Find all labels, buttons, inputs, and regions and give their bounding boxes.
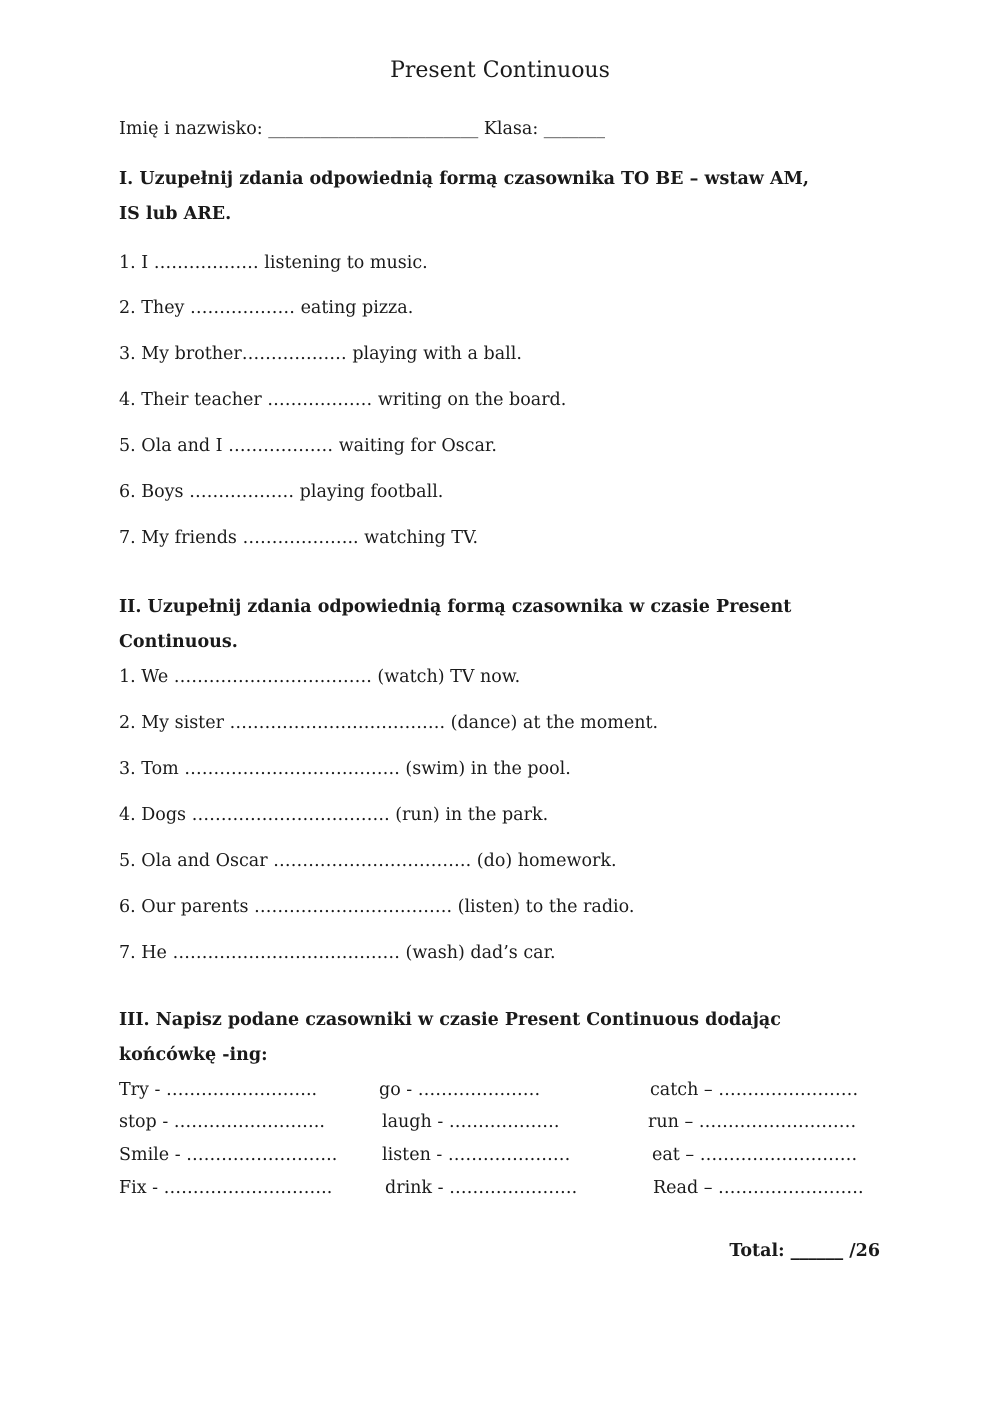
- section2-heading-line2: Continuous.: [119, 632, 238, 652]
- name-class-line: Imię i nazwisko: ________________________ Klasa: _______: [119, 119, 606, 139]
- section1-item-3: 3. My brother……………… playing with a ball.: [119, 344, 522, 364]
- verb-cell: drink - ………………….: [385, 1178, 578, 1198]
- verb-cell: Try - ……………………..: [119, 1080, 318, 1100]
- page-title: Present Continuous: [390, 58, 610, 83]
- verb-cell: eat – ………………………: [652, 1145, 858, 1165]
- verb-cell: catch – ……………………: [650, 1080, 859, 1100]
- verb-cell: Read – …………………….: [653, 1178, 864, 1198]
- section1-heading-line2: IS lub ARE.: [119, 204, 232, 224]
- section2-item-7: 7. He ………………………………… (wash) dad’s car.: [119, 943, 556, 963]
- section1-item-5: 5. Ola and I ……………… waiting for Oscar.: [119, 436, 497, 456]
- section3-heading-line2: końcówkę -ing:: [119, 1045, 268, 1065]
- section2-item-3: 3. Tom ………………………………. (swim) in the pool.: [119, 759, 571, 779]
- verb-cell: go - …………………: [379, 1080, 541, 1100]
- section2-item-5: 5. Ola and Oscar ……………………………. (do) homework.: [119, 851, 617, 871]
- verb-cell: stop - ……………………..: [119, 1112, 325, 1132]
- section2-item-2: 2. My sister ………………………………. (dance) at the moment.: [119, 713, 659, 733]
- section1-item-2: 2. They ……………… eating pizza.: [119, 298, 414, 318]
- verb-cell: run – ………………………: [648, 1112, 857, 1132]
- verb-cell: laugh - ……………….: [382, 1112, 560, 1132]
- section2-heading-line1: II. Uzupełnij zdania odpowiednią formą czasownika w czasie Present: [119, 597, 792, 617]
- section1-item-7: 7. My friends ……………….. watching TV.: [119, 528, 479, 548]
- section3-heading-line1: III. Napisz podane czasowniki w czasie Present Continuous dodając: [119, 1010, 781, 1030]
- section1-item-1: 1. I ……………… listening to music.: [119, 253, 428, 273]
- section2-item-1: 1. We ……………………………. (watch) TV now.: [119, 667, 521, 687]
- section2-item-6: 6. Our parents ……………………………. (listen) to the radio.: [119, 897, 635, 917]
- total-score: Total: ______ /26: [729, 1241, 880, 1261]
- verb-cell: Fix - ………………………..: [119, 1178, 333, 1198]
- section1-item-6: 6. Boys ……………… playing football.: [119, 482, 444, 502]
- verb-cell: Smile - ……………………..: [119, 1145, 338, 1165]
- verb-cell: listen - …………………: [382, 1145, 571, 1165]
- section2-item-4: 4. Dogs ……………………………. (run) in the park.: [119, 805, 549, 825]
- section1-item-4: 4. Their teacher ……………… writing on the board.: [119, 390, 567, 410]
- section1-heading-line1: I. Uzupełnij zdania odpowiednią formą czasownika TO BE – wstaw AM,: [119, 169, 809, 189]
